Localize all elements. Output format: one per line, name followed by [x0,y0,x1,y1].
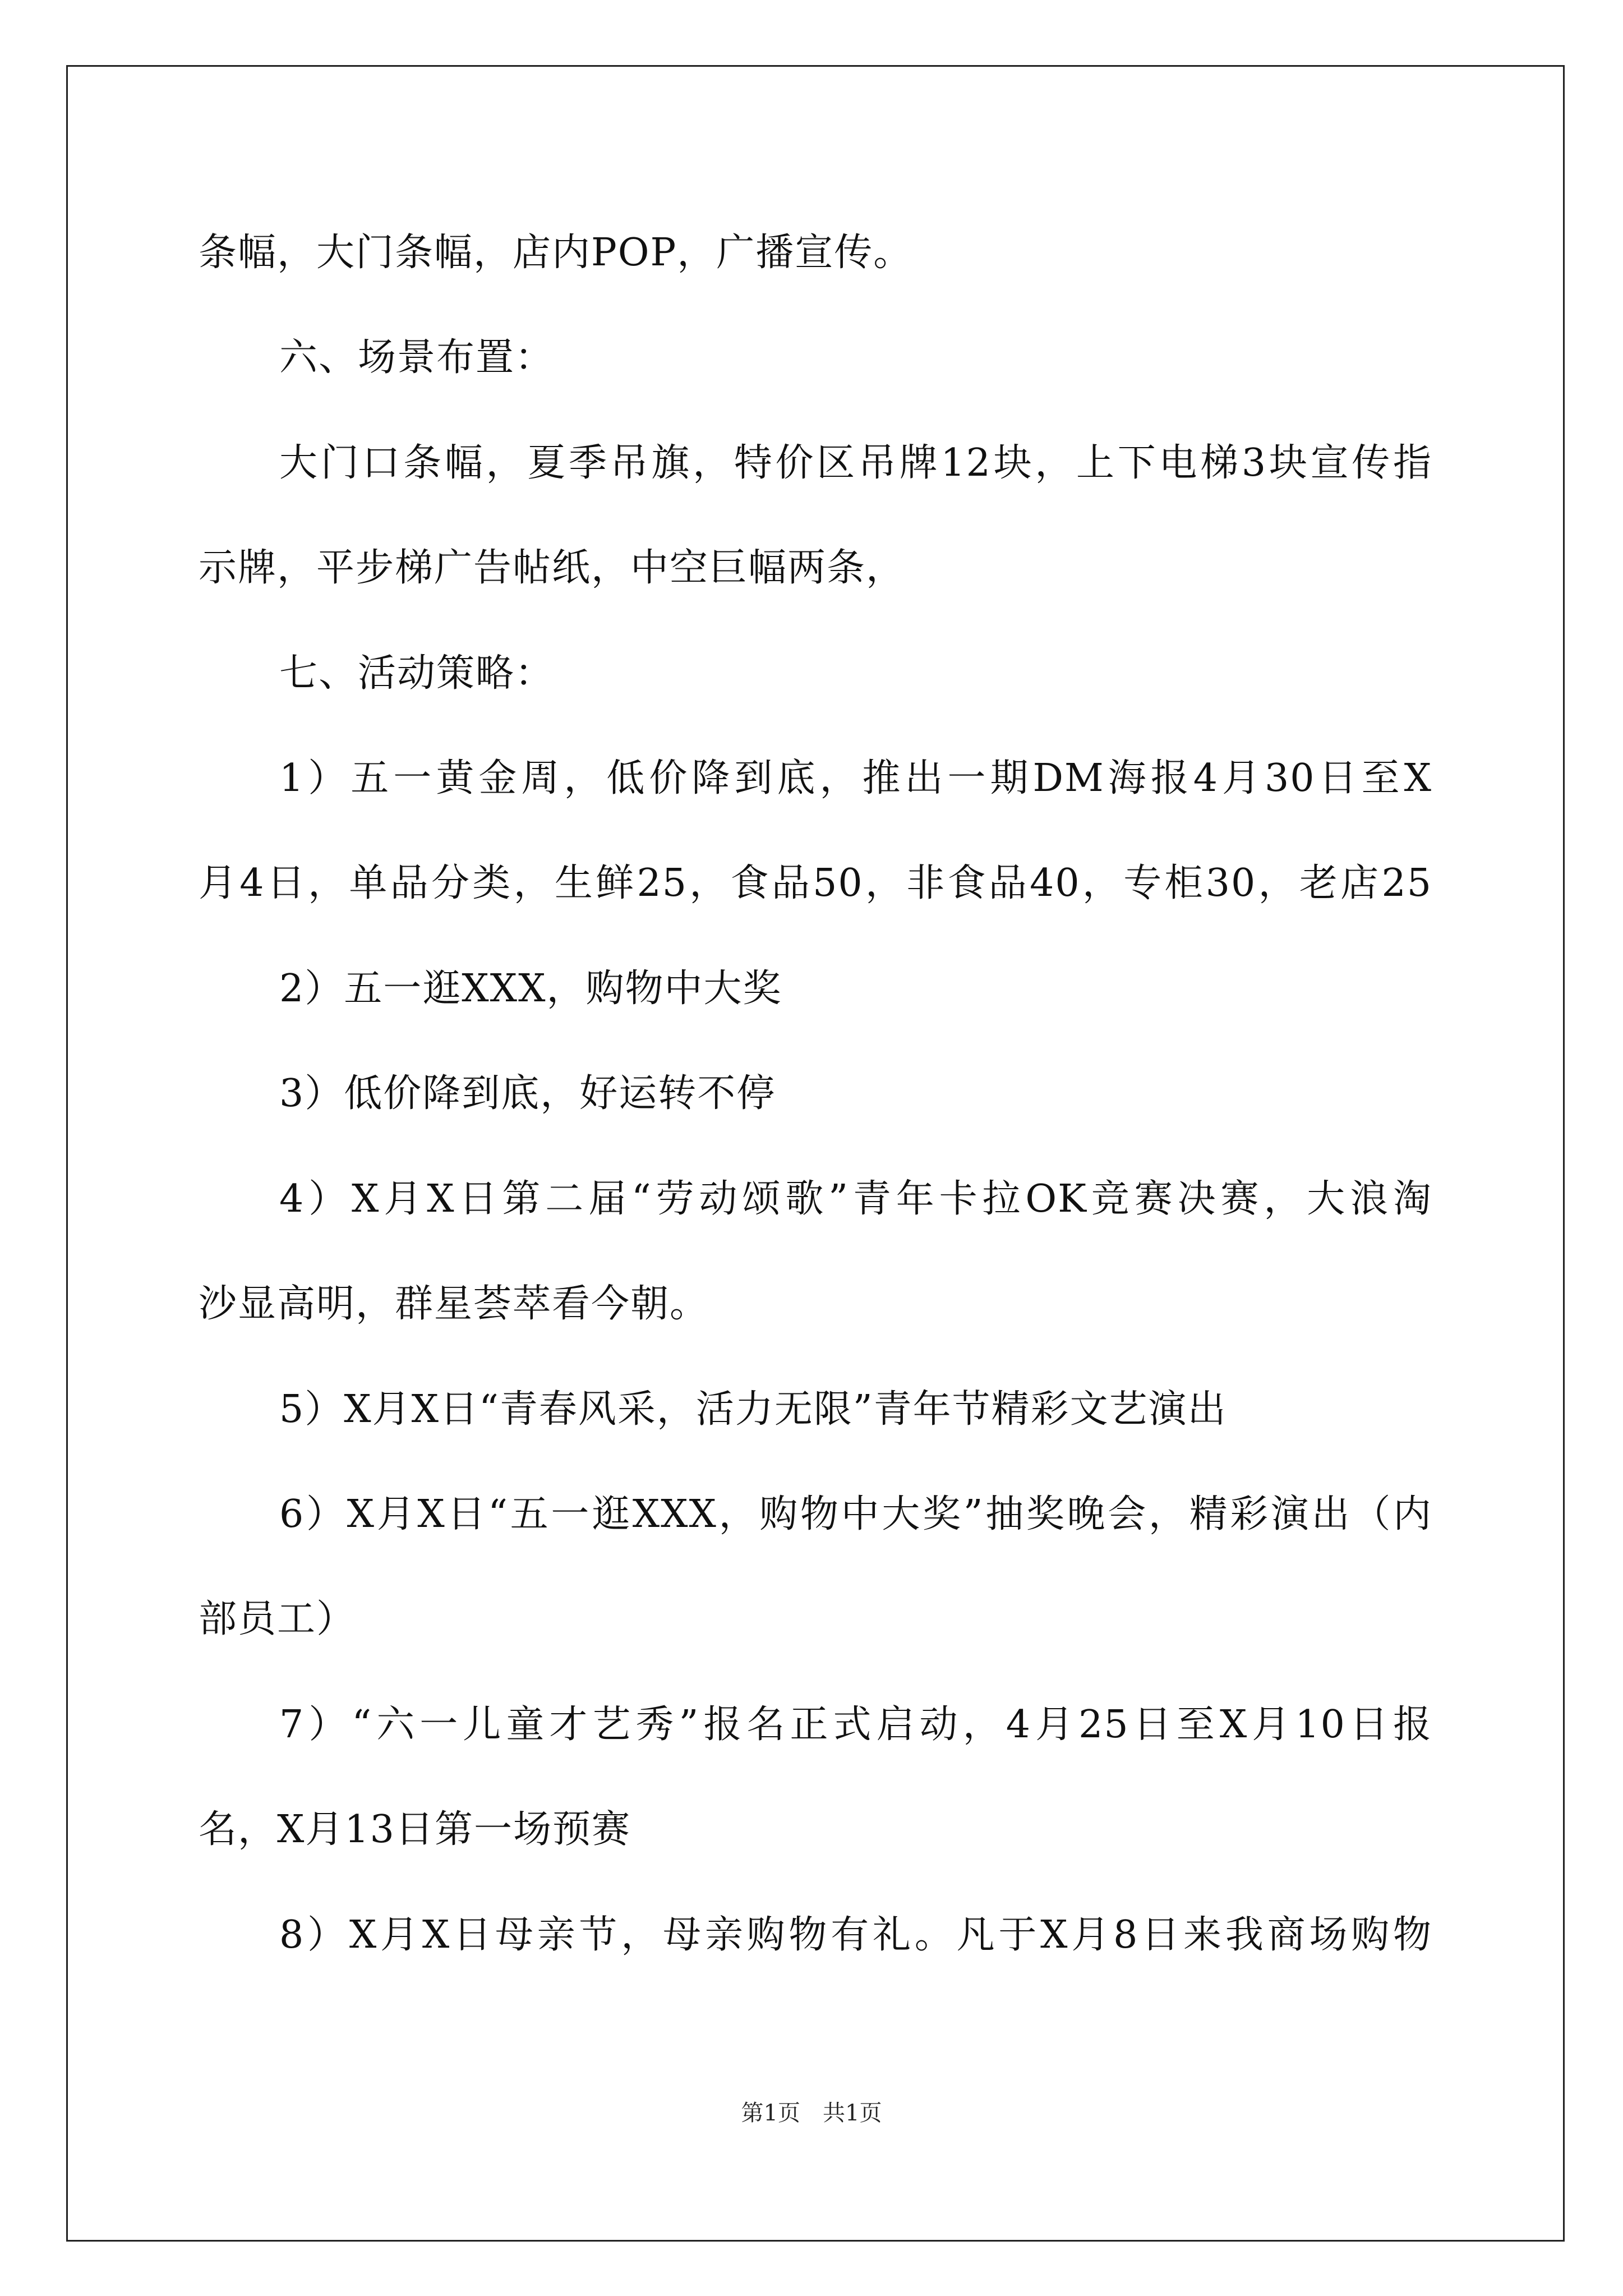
list-item-8-line-1: 8）X月X日母亲节，母亲购物有礼。凡于X月8日来我商场购物 [279,1913,1432,1957]
list-item-4-line-2: 沙显高明，群星荟萃看今朝。 [199,1282,709,1326]
list-item-7-line-2: 名，X月13日第一场预赛 [199,1807,631,1852]
section-heading-seven: 七、活动策略： [279,651,555,696]
list-item-5: 5）X月X日“青春风采，活力无限”青年节精彩文艺演出 [279,1387,1227,1432]
list-item-7-line-1: 7）“六一儿童才艺秀”报名正式启动，4月25日至X月10日报 [279,1703,1432,1747]
list-item-3: 3）低价降到底，好运转不停 [279,1071,776,1116]
page-footer: 第1页 共1页 [741,2100,882,2126]
paragraph-line-4: 示牌，平步梯广告帖纸，中空巨幅两条， [199,546,906,590]
list-item-1-line-1: 1）五一黄金周，低价降到底，推出一期DM海报4月30日至X [279,756,1432,800]
list-item-6-line-1: 6）X月X日“五一逛XXX，购物中大奖”抽奖晚会，精彩演出（内 [279,1492,1432,1536]
list-item-4-line-1: 4）X月X日第二届“劳动颂歌”青年卡拉OK竞赛决赛，大浪淘 [279,1177,1432,1221]
paragraph-line-3: 大门口条幅，夏季吊旗，特价区吊牌12块，上下电梯3块宣传指 [279,441,1432,485]
section-heading-six: 六、场景布置： [279,335,555,380]
paragraph-line-1: 条幅，大门条幅，店内POP，广播宣传。 [199,231,913,275]
list-item-6-line-2: 部员工） [199,1597,356,1641]
list-item-1-line-2: 月4日，单品分类，生鲜25，食品50，非食品40，专柜30，老店25 [199,861,1432,905]
list-item-2: 2）五一逛XXX，购物中大奖 [279,967,782,1011]
